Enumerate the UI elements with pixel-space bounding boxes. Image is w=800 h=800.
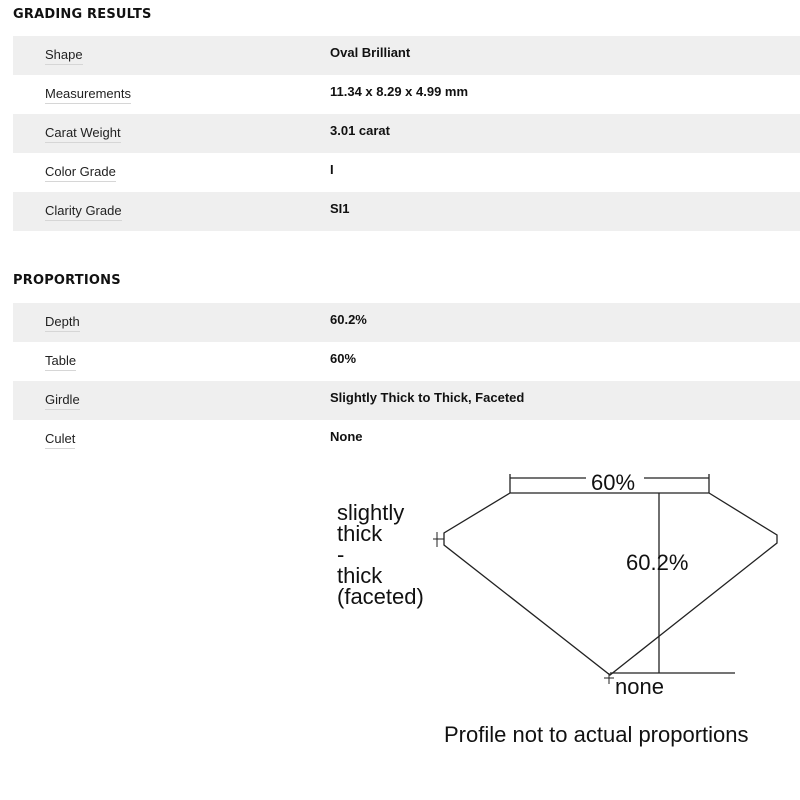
depth-value: 60.2% <box>330 312 367 327</box>
culet-none-label: none <box>615 674 664 699</box>
color-grade-label: Color Grade <box>45 164 116 182</box>
table-label: Table <box>45 353 76 371</box>
girdle-label-line5: (faceted) <box>337 584 424 609</box>
culet-label: Culet <box>45 431 75 449</box>
color-grade-value: I <box>330 162 334 177</box>
shape-label: Shape <box>45 47 83 65</box>
table-percent-label: 60% <box>591 470 636 495</box>
table-value: 60% <box>330 351 357 366</box>
depth-percent-label: 60.2% <box>626 550 689 575</box>
girdle-label-line4: thick <box>337 563 383 588</box>
clarity-grade-value: SI1 <box>330 201 350 216</box>
grading-results-heading: GRADING RESULTS <box>13 7 152 22</box>
diagram-caption: Profile not to actual proportions <box>444 722 749 747</box>
measurements-label: Measurements <box>45 86 131 104</box>
shape-value: Oval Brilliant <box>330 45 411 60</box>
carat-weight-label: Carat Weight <box>45 125 121 143</box>
clarity-grade-label: Clarity Grade <box>45 203 122 221</box>
culet-value: None <box>330 429 363 444</box>
depth-label: Depth <box>45 314 80 332</box>
girdle-label-line1: slightly <box>337 500 405 525</box>
girdle-value: Slightly Thick to Thick, Faceted <box>330 390 525 405</box>
measurements-value: 11.34 x 8.29 x 4.99 mm <box>330 84 469 99</box>
proportions-heading: PROPORTIONS <box>13 273 121 288</box>
girdle-label: Girdle <box>45 392 80 410</box>
diamond-outline <box>444 493 777 675</box>
carat-weight-value: 3.01 carat <box>330 123 390 138</box>
girdle-label-line2: thick <box>337 521 383 546</box>
girdle-label-line3: - <box>337 542 345 567</box>
